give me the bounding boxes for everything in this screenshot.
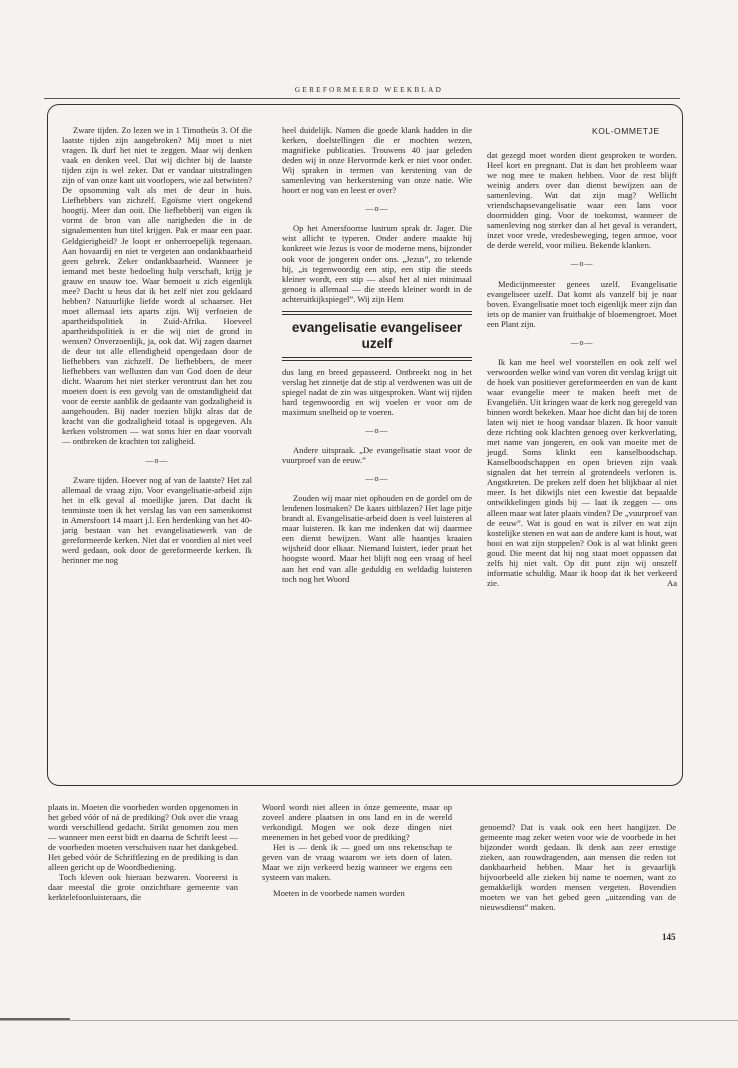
- running-header: GEREFORMEERD WEEKBLAD: [294, 86, 444, 94]
- paragraph: Op het Amersfoortse lustrum sprak dr. Jager. Die wist allicht te typeren. Onder andere maakte hij konkreet wie Jezus is voor de moderne mens, bijzonder ook voor de jongeren onder ons. „Jezus”, zo tekende hij, „is tegenwoordig een stip, een stip die steeds kleiner wordt, een stip — alsof het al niet minimaal genoeg is allemaal — die steeds kleiner wordt in de achteruitkijkspiegel”. Wij zijn Hem: [282, 223, 472, 304]
- paragraph: Het is — denk ik — goed om ons rekenschap te geven van de vraag waarom we iets doen of laten. Maar we zijn verkeerd bezig wanneer we ergens een systeem van maken.: [262, 842, 452, 883]
- article-column-2: [282, 125, 472, 584]
- paragraph: Woord wordt niet alleen in ónze gemeente, maar op zoveel andere plaatsen in ons land en in de wereld verkondigd. Mogen we ook deze dingen niet meenemen in het gebed voor de prediking?: [262, 802, 452, 843]
- separator: —o—: [570, 259, 594, 269]
- header-rule: [44, 98, 680, 99]
- paragraph: dat gezegd moet worden dient gesproken te worden. Heel kort en pregnant. Dat is dan het probleem waar we nog mee te maken hebben. Voor de rest blijft weinig anders over dan dienst bewijzen aan de samenleving. Wat dat zijn mag? Wellicht vriendschapsevangelisatie waar een lans voor doormidden ging. Voor de toekomst, wanneer de samenleving nog sterker dan al het geval is verandert, inzet voor vrede, vredesbeweging, tegen armoe, voor de derde wereld, voor milieu. Bekende klanken.: [487, 150, 677, 251]
- scan-edge-line: [0, 1020, 738, 1021]
- separator: —o—: [365, 425, 389, 435]
- article-heading: evangelisatie evangeliseer uzelf: [282, 311, 472, 361]
- paragraph: Andere uitspraak. „De evangelisatie staat voor de vuurproef van de eeuw.”: [282, 445, 472, 466]
- separator: —o—: [365, 204, 389, 214]
- article-column-1: [62, 125, 252, 565]
- bottom-column-3: [480, 822, 676, 912]
- paragraph: dus lang en breed gepasseerd. Ontbreekt nog in het verslag het zinnetje dat de stip al verdwenen was uit de spiegel nadat de zin was uitgesproken. Want wij rijden hard tegenwoordig en wij voelen er voor om de maximum snelheid op te voeren.: [282, 366, 472, 417]
- paragraph: Zware tijden. Zo lezen we in 1 Timotheüs 3. Of die laatste tijden zijn aangebroken? Mij moet u niet vragen. Ik durf het niet te zeggen. Maar wij denken vaak en denken veel. Dat wij dichter bij de laatste tijden zijn is wel zeker. Dat er vandaar uitstralingen zijn of van onze kant uit voorlopers, wie zal betwisten? De opsomming valt als met de deur in huis. Liefhebbers van zichzelf. Egoïsme viert ongekend hoogtij. Meer dan ooit. Die liefhebberij van eigen ik vormt de bron van alle narigheden die in de signalementen hun titel krijgen. Pak er maar een paar. Geldgierigheid? Je loopt er onherroepelijk tegenaan. Aan hovaardij en niet te vergeten aan ondankbaarheid geen gebrek. Zeker ondankbaarheid. Wanneer je iemand met beste bedoeling hulp verschaft, krijg je grauw en snauw toe. Waar bemoeit u zich eigenlijk mee? Dacht u heus dat ik het zelf niet zou geklaard hebben? Natuurlijke liefde wordt al schaarser. Het moet allemaal iets aparts zijn. Wij verfoeien de apartheidspolitiek in Zuid-Afrika. Hoeveel apartheidspolitiek is er die wij niet de grond in wensen? Onverzoenlijk, ja, ook dat. Wij zagen daarnet de deur tot alle ellendigheid opengedaan door de liefhebbers van zichzelf. De liefhebbers, de meer liefhebbers van wellusten dan van God doen de deur dicht. Waarom het niet sterker verontrust dan het zou moeten doen is een gevolg van de omstandigheid dat voor de eerste aanblik de gedaante van godzaligheid is aangehouden. Bij nader toezien blijkt alras dat de kracht van die godzaligheid totaal is opgegeven. Als kerken volstromen — wat soms hier en daar voorvalt — ontbreken de krachten tot zaligheid.: [62, 125, 252, 447]
- paragraph-text: Ik kan me heel wel voorstellen en ook zelf wel verwoorden welke wind van voren dit verslag krijgt uit de hoek van positiever gereformeerden en van de kant waar evangelie meer te maken heeft met de Evangeliën. Uit kringen waar de kerk nog geregeld van binnen wordt bekeken. Maar hoe dicht dan bij de toren laten wij niet te hoog vandaar blazen. Ik hoor vanuit deze richting ook klachten genoeg over kerkverlating, met name van jongeren, en ook van moeite met de jeugd. Soms klinkt een kanselboodschap. Kanselboodschappen en open brieven zijn vaak signalen dat het terrein al grotendeels verloren is. Angstkreten. De preken zelf doen het blijkbaar al niet meer. Is het dikwijls niet een kwestie dat bepaalde ontwikkelingen ginds bij — laat ik zeggen — ons alleen maar wat later plaats vinden? De „vuurproef van de eeuw”. Wat is goud en wat is zilver en wat zijn kostelijke stenen en wat aan de andere kant is hout, wat hooi en wat zijn stoppelen? Ook is al wat blinkt geen goud. Die meent dat hij nog staat moet oppassen dat zelfs hij niet valt. Op dit punt zijn wij onszelf informatie schuldig. Maar ik hoop dat ik het verkeerd zie.: [487, 356, 677, 588]
- page-number: 145: [662, 932, 676, 942]
- paragraph: Toch kleven ook hieraan bezwaren. Vooreerst is daar meestal die grote onzichtbare gemeente van kerktelefoonluisteraars, die: [48, 872, 238, 903]
- bottom-column-2: [262, 802, 452, 898]
- paragraph: genoemd? Dat is vaak ook een heet hangijzer. De gemeente mag zeker weten voor wie de voorbede in het bijzonder wordt gedaan. Ik denk aan zeer ernstige zieken, aan rouwdragenden, aan mensen die reden tot dankbaarheid hebben. Maar het is gevaarlijk bijvoorbeeld alle zieken bij name te noemen, want zo gemakkelijk worden mensen vergeten. Bovendien moeten we van het gebed geen „uitzending van de nieuwsdienst” maken.: [480, 822, 676, 913]
- paragraph: Moeten in de voorbede namen worden: [273, 888, 405, 899]
- paragraph: Medicijnmeester genees uzelf. Evangelisatie evangeliseer uzelf. Dat komt als vanzelf bij je naar boven. Evangelisatie moet toch eigenlijk meer zijn dan iets op de manier van fruitbakje of bloemengroet. Moet een Plant zijn.: [487, 278, 677, 329]
- paragraph: Zouden wij maar niet ophouden en de gordel om de lendenen losmaken? De kaars uitblazen? Het lage pitje brandt al. Evangelisatie-arbeid doen is veel luisteren al maar luisteren. Ik kan me indenken dat wij daarmee een dienst bewijzen. Want alle haantjes kraaien wijsheid door elkaar. Niemand luistert, ieder praat het hoogste woord. Maar het blijft nog een vraag of heel aan het end van alle geduldig en weldadig luisteren toch nog het Woord: [282, 493, 472, 584]
- paragraph: [487, 357, 677, 588]
- separator: —o—: [570, 337, 594, 347]
- paragraph: Zware tijden. Hoever nog af van de laatste? Het zal allemaal de vraag zijn. Voor evangelisatie-arbeid zijn het in elk geval al moeilijke jaren. Dat dacht ik tenminste toen ik het verslag las van een samenkomst in Amersfoort 14 maart j.l. Een herdenking van het 40-jarig bestaan van het evangelisatiewerk van de gereformeerde kerken. Niet dat er voordien al niet veel werd gedaan, ook door de gereformeerde kerken. Ik herinner me nog: [62, 474, 252, 565]
- paragraph: plaats in. Moeten die voorbeden worden opgenomen in het gebed vóór of ná de prediking? Ook over die vraag wordt verschillend gedacht. Strikt genomen zou men — wanneer men eerst bidt en daarna de Schrift leest — de voorbeden moeten verschuiven naar het dankgebed. Het gebed vóór de Schriftlezing en de prediking is dan alleen gericht op de Woordbediening.: [48, 802, 238, 873]
- bottom-column-1: [48, 802, 238, 902]
- paragraph: heel duidelijk. Namen die goede klank hadden in die kerken, doelstellingen die er mochten wezen, magnifieke publicaties. Trouwens 40 jaar geleden deden wij in onze Hervormde kerk er niet voor onder. Wij spraken in termen van kerstening van de samenleving van herkerstening van onze natie. Wie hoort er nog van en leest er over?: [282, 125, 472, 196]
- separator: —o—: [145, 455, 169, 465]
- column-title: KOL-OMMETJE: [592, 126, 660, 136]
- scan-edge-mark: [0, 1018, 70, 1020]
- separator: —o—: [365, 474, 389, 484]
- article-column-3: [487, 150, 677, 588]
- author-initials: Aa: [667, 577, 677, 588]
